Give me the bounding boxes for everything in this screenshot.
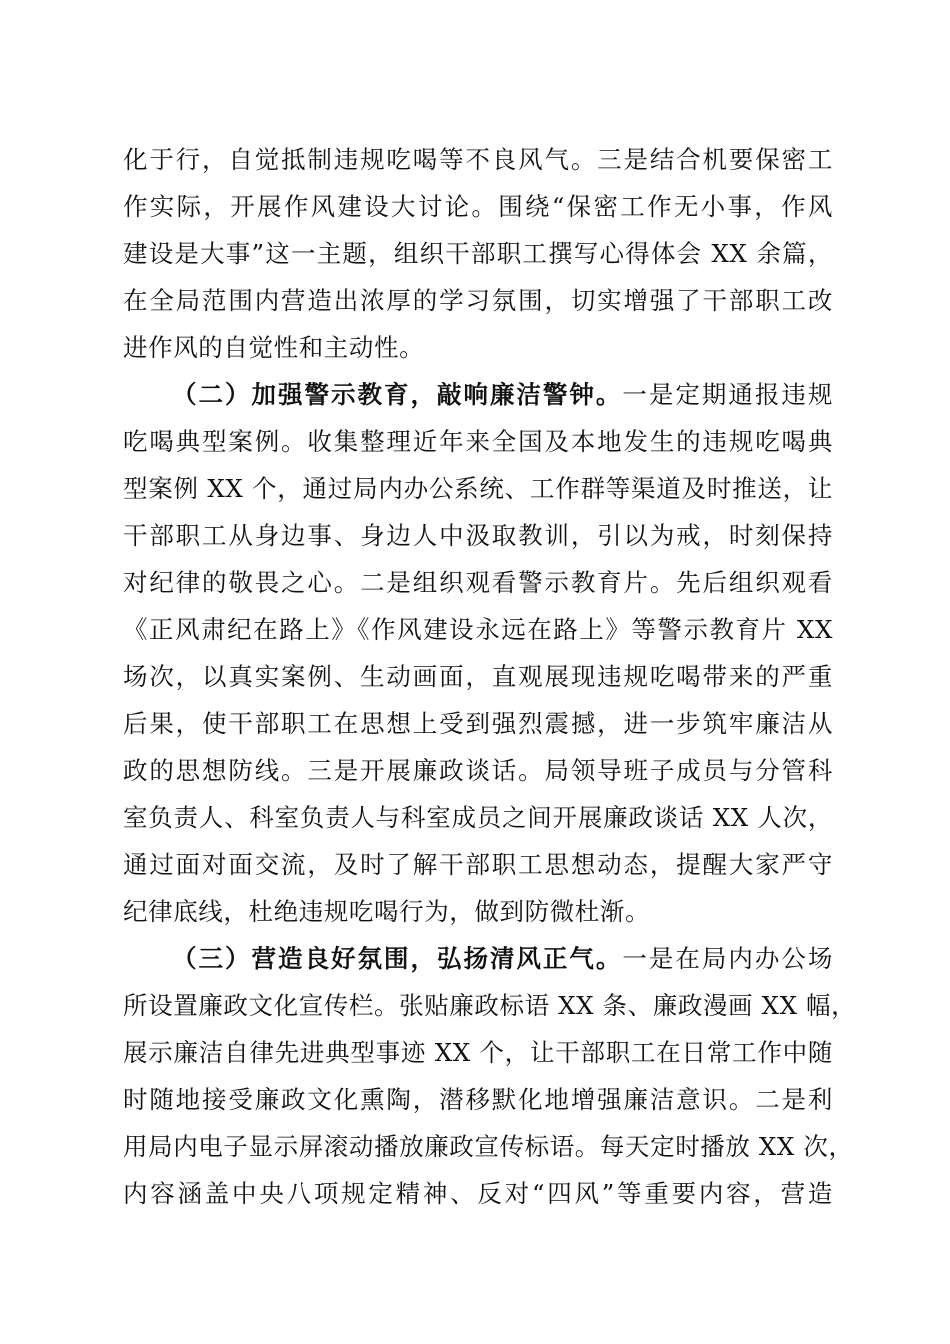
section-heading-line	[172, 375, 833, 415]
body-text-line: 建设是大事”这一主题，组织干部职工撰写心得体会 XX 余篇，	[123, 239, 833, 268]
body-text-line: 后果，使干部职工在思想上受到强烈震撼，进一步筑牢廉洁从	[123, 709, 833, 738]
body-text-line: 通过面对面交流，及时了解干部职工思想动态，提醒大家严守	[123, 850, 833, 879]
section-heading-line	[172, 939, 833, 979]
body-text-line: 作实际，开展作风建设大讨论。围绕“保密工作无小事，作风	[123, 192, 833, 221]
body-text-line: 所设置廉政文化宣传栏。张贴廉政标语 XX 条、廉政漫画 XX 幅，	[123, 991, 857, 1020]
body-text-line: 内容涵盖中央八项规定精神、反对“四风”等重要内容，营造	[123, 1179, 833, 1208]
body-text-line: 政的思想防线。三是开展廉政谈话。局领导班子成员与分管科	[123, 756, 833, 785]
body-text-line: 用局内电子显示屏滚动播放廉政宣传标语。每天定时播放 XX 次，	[123, 1132, 854, 1161]
body-text-line: 化于行，自觉抵制违规吃喝等不良风气。三是结合机要保密工	[123, 145, 833, 174]
body-text-line: 时随地接受廉政文化熏陶，潜移默化地增强廉洁意识。二是利	[123, 1085, 833, 1114]
section-heading: （二）加强警示教育，敲响廉洁警钟。	[172, 380, 623, 409]
body-text-line: 纪律底线，杜绝违规吃喝行为，做到防微杜渐。	[123, 897, 651, 926]
body-text-line: 展示廉洁自律先进典型事迹 XX 个，让干部职工在日常工作中随	[123, 1038, 833, 1067]
body-text-line: 室负责人、科室负责人与科室成员之间开展廉政谈话 XX 人次，	[123, 803, 833, 832]
body-text-line: 吃喝典型案例。收集整理近年来全国及本地发生的违规吃喝典	[123, 427, 833, 456]
body-text: 一是定期通报违规	[622, 380, 833, 409]
body-text-line: 对纪律的敬畏之心。二是组织观看警示教育片。先后组织观看	[123, 568, 833, 597]
body-text-line: 干部职工从身边事、身边人中汲取教训，引以为戒，时刻保持	[123, 521, 833, 550]
body-text-line: 《正风肃纪在路上》《作风建设永远在路上》等警示教育片 XX	[123, 615, 833, 644]
body-text-line: 在全局范围内营造出浓厚的学习氛围，切实增强了干部职工改	[123, 286, 833, 315]
body-text-line: 进作风的自觉性和主动性。	[123, 333, 425, 362]
section-heading: （三）营造良好氛围，弘扬清风正气。	[172, 944, 623, 973]
body-text-line: 型案例 XX 个，通过局内办公系统、工作群等渠道及时推送，让	[123, 474, 833, 503]
body-text: 一是在局内办公场	[622, 944, 833, 973]
body-text-line: 场次，以真实案例、生动画面，直观展现违规吃喝带来的严重	[123, 662, 833, 691]
